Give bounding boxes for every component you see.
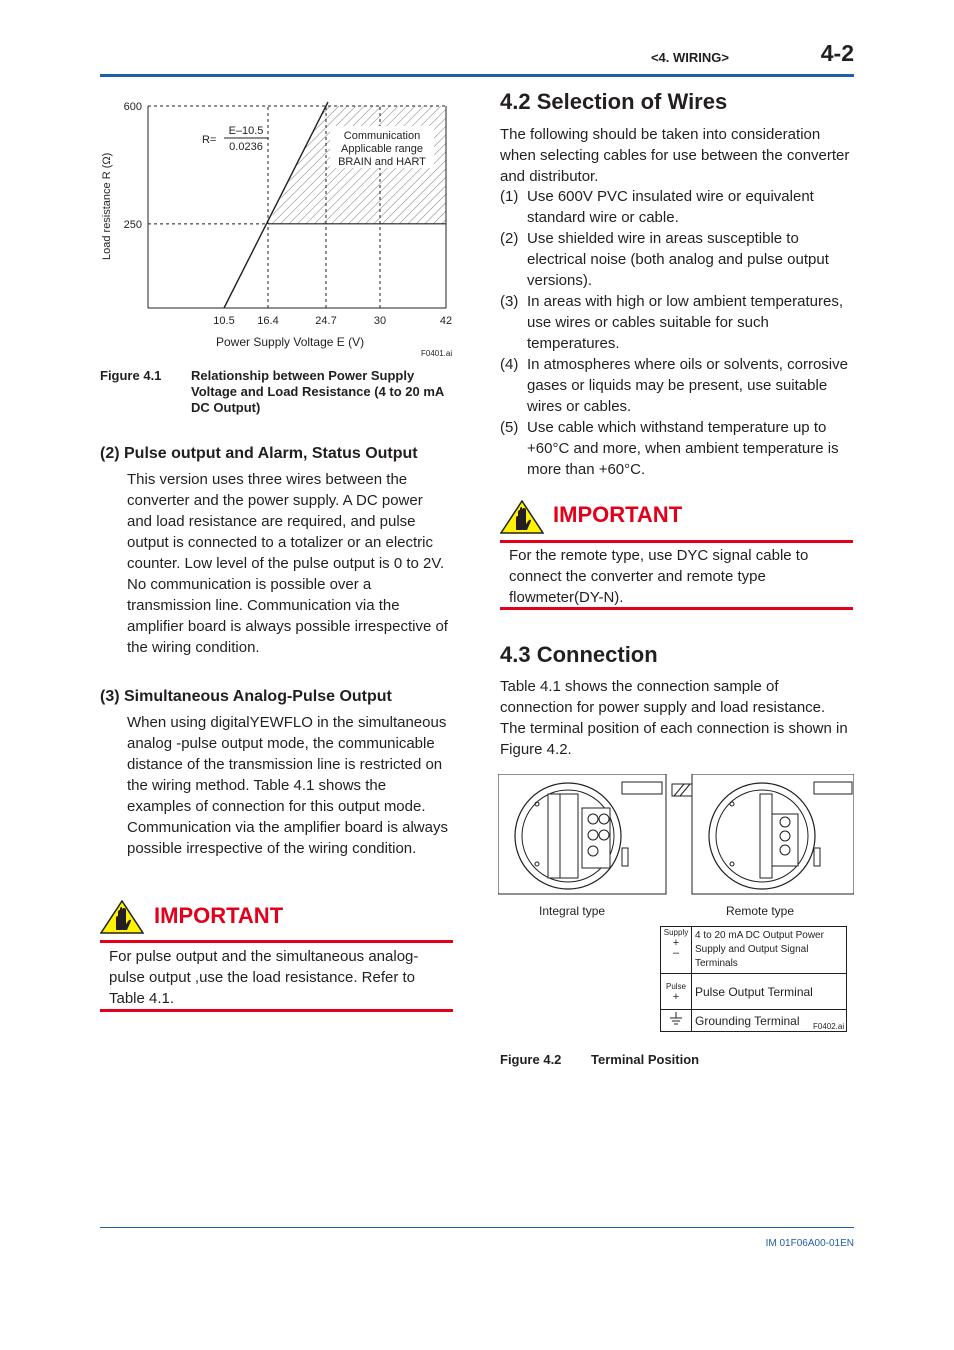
section-4-2-heading: 4.2 Selection of Wires bbox=[500, 89, 728, 114]
important-title-left: IMPORTANT bbox=[154, 903, 284, 928]
x-tick-label: 30 bbox=[373, 315, 387, 327]
supply-desc-cell: 4 to 20 mA DC Output Power Supply and Output Signal Terminals bbox=[692, 927, 847, 974]
table-row bbox=[661, 974, 847, 1010]
page-number: 4-2 bbox=[820, 40, 854, 66]
x-tick-label: 24.7 bbox=[315, 315, 337, 327]
figure-4-2-caption: Terminal Position bbox=[591, 1052, 700, 1067]
x-tick-label: 10.5 bbox=[213, 315, 235, 327]
section-4-3-body: Table 4.1 shows the connection sample of connection for power supply and load resistance. The terminal position of each connection is shown in Figure 4.2. bbox=[500, 678, 848, 758]
section-4-3-heading: 4.3 Connection bbox=[500, 642, 658, 667]
figure-4-1-chart bbox=[98, 92, 460, 360]
pulse-desc-cell: Pulse Output Terminal bbox=[692, 974, 847, 1010]
important-bottom-rule-left bbox=[100, 1009, 453, 1012]
list-item: (5) Use cable which withstand temperature up to +60°C and more, when ambient temperature is more than +60°C. bbox=[500, 419, 839, 478]
figure-4-2-label: Figure 4.2 bbox=[500, 1052, 562, 1067]
y-tick-label: 600 bbox=[123, 101, 142, 113]
y-tick-label: 250 bbox=[123, 218, 142, 231]
caution-hand-icon bbox=[100, 900, 144, 934]
document-id: IM 01F06A00-01EN bbox=[765, 1238, 854, 1249]
terminal-legend-table bbox=[660, 926, 847, 1032]
important-body-right: For the remote type, use DYC signal cable to connect the converter and remote type flowmeter(DY-N). bbox=[509, 547, 809, 606]
figure-4-2-file: F0402.ai bbox=[813, 1022, 845, 1031]
important-top-rule-right bbox=[500, 540, 853, 543]
formula-numerator: E–10.5 bbox=[228, 125, 264, 137]
x-axis-label: Power Supply Voltage E (V) bbox=[216, 335, 365, 349]
important-title-right: IMPORTANT bbox=[553, 502, 683, 527]
important-bottom-rule-right bbox=[500, 607, 853, 610]
subsection-3-heading: (3) Simultaneous Analog-Pulse Output bbox=[100, 688, 392, 705]
header-section: <4. WIRING> bbox=[650, 50, 729, 65]
terminal-position-drawing bbox=[498, 774, 854, 900]
region-label-line: BRAIN and HART bbox=[338, 156, 426, 168]
header-rule bbox=[100, 74, 854, 77]
integral-type-drawing bbox=[498, 774, 666, 894]
subsection-3-body: When using digitalYEWFLO in the simultaneous analog -pulse output mode, the communicable distance of the transmission line is restricted on the wiring method. Table 4.1 shows the examples of connection for this output mode. Communication via the amplifier board is always possible irrespective of the wiring condition. bbox=[127, 714, 448, 857]
x-tick-label: 16.4 bbox=[257, 315, 279, 327]
region-label-line: Applicable range bbox=[341, 143, 423, 155]
ground-symbol-cell bbox=[661, 1010, 692, 1032]
y-axis-label: Load resistance R (Ω) bbox=[101, 152, 113, 260]
important-body-left: For pulse output and the simultaneous analog-pulse output ,use the load resistance. Refer to Table 4.1. bbox=[109, 948, 419, 1007]
figure-4-1-caption: Relationship between Power Supply Voltage and Load Resistance (4 to 20 mA DC Output) bbox=[191, 368, 444, 415]
wire-requirements-list bbox=[500, 186, 854, 480]
figure-4-1-file: F0401.ai bbox=[421, 349, 453, 358]
supply-tag-cell: Supply + – bbox=[661, 927, 692, 974]
formula-prefix: R= bbox=[202, 134, 217, 146]
remote-type-label: Remote type bbox=[726, 904, 795, 918]
footer-rule bbox=[100, 1227, 854, 1228]
list-item: (3) In areas with high or low ambient temperatures, use wires or cables suitable for such temperatures. bbox=[500, 293, 843, 352]
list-item: (2) Use shielded wire in areas susceptible to electrical noise (both analog and pulse output versions). bbox=[500, 230, 829, 289]
ground-desc-cell: Grounding Terminal bbox=[692, 1010, 847, 1032]
section-4-2-intro: The following should be taken into consideration when selecting cables for use between the converter and distributor. bbox=[500, 126, 850, 185]
list-item: (4) In atmospheres where oils or solvents, corrosive gases or liquids may be present, use suitable wires or cables. bbox=[500, 356, 848, 415]
integral-type-label: Integral type bbox=[539, 904, 606, 918]
region-label-line: Communication bbox=[343, 130, 421, 142]
pulse-tag-cell: Pulse + bbox=[661, 974, 692, 1010]
subsection-2-body: This version uses three wires between the converter and the power supply. A DC power and load resistance are required, and pulse output is connected to a totalizer or an electric counter. Low level of the pulse output is 0 to 2V. No communication is possible over a transmission line. Communication via the amplifier board is always possible irrespective of the wiring condition. bbox=[127, 471, 448, 656]
caution-hand-icon bbox=[500, 500, 544, 534]
subsection-2-heading: (2) Pulse output and Alarm, Status Output bbox=[100, 445, 418, 462]
figure-4-1-label: Figure 4.1 bbox=[100, 368, 162, 383]
list-item: (1) Use 600V PVC insulated wire or equivalent standard wire or cable. bbox=[500, 188, 814, 226]
ground-icon bbox=[668, 1012, 684, 1026]
table-row bbox=[661, 927, 847, 974]
formula-denominator: 0.0236 bbox=[229, 141, 263, 153]
remote-type-drawing bbox=[672, 774, 854, 894]
x-tick-label: 42 bbox=[439, 315, 453, 327]
important-top-rule-left bbox=[100, 940, 453, 943]
